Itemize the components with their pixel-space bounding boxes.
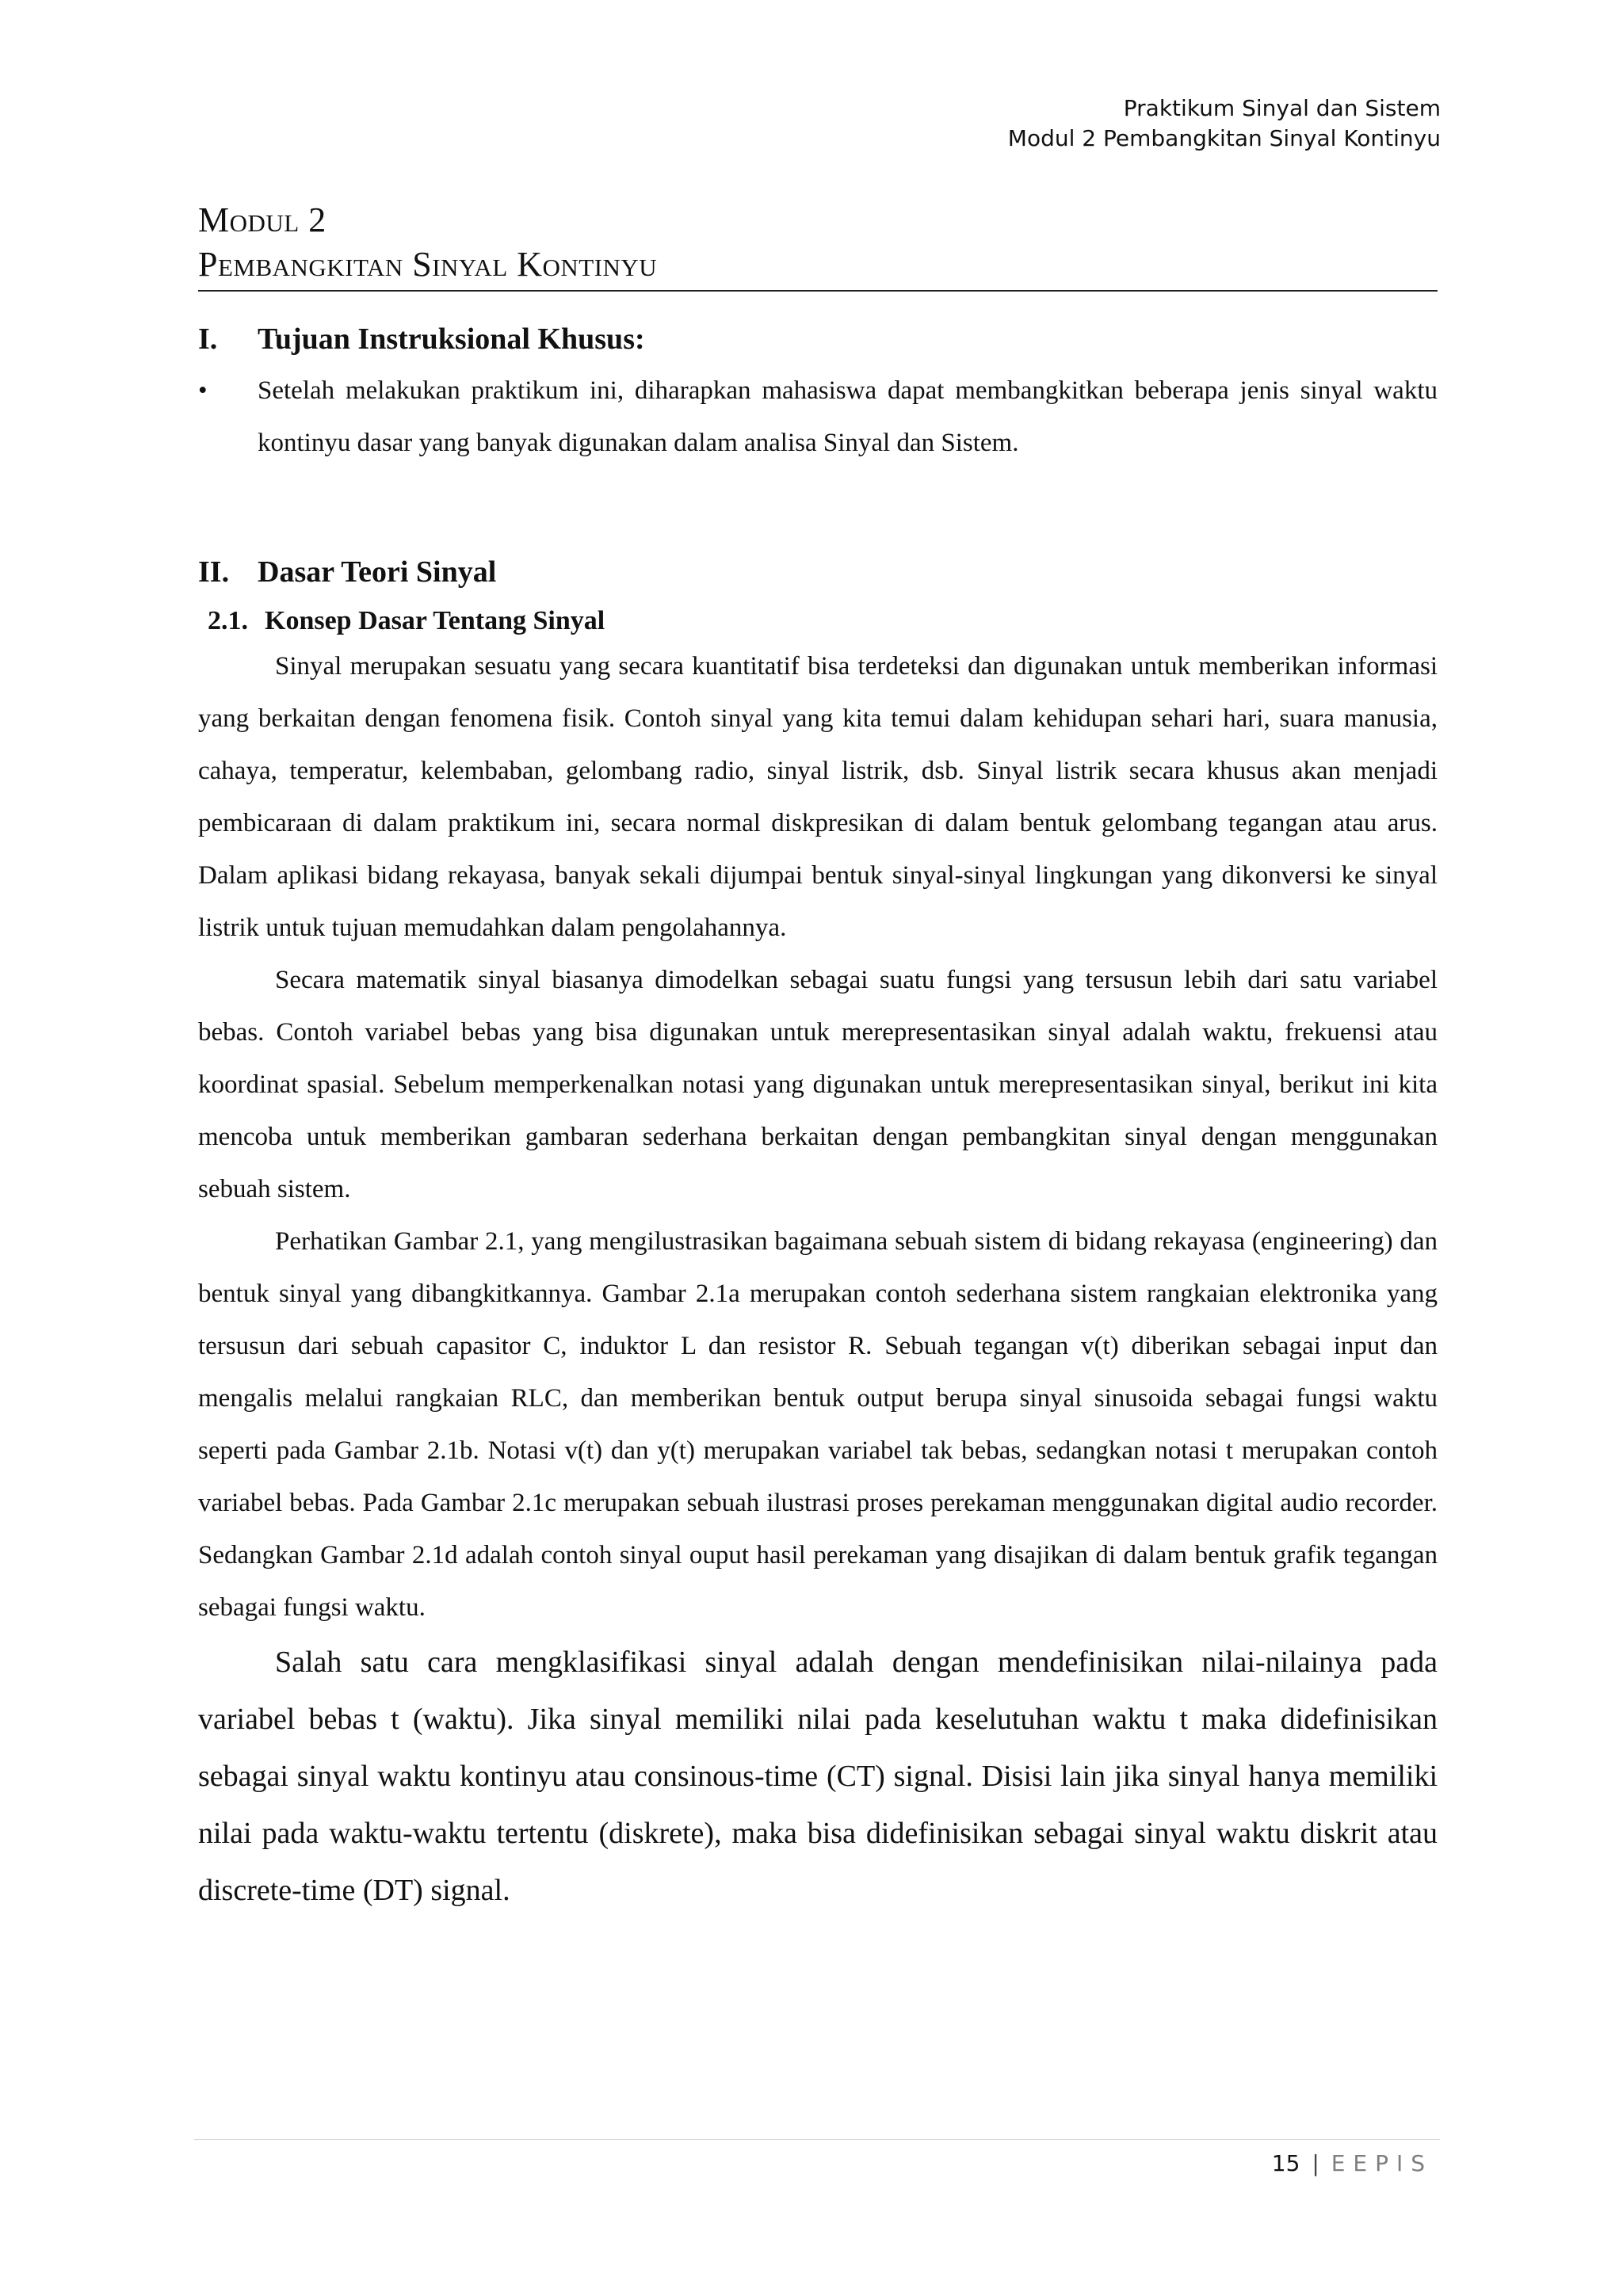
subsection-title: Konsep Dasar Tentang Sinyal	[265, 606, 605, 635]
subsection-number: 2.1.	[208, 606, 248, 635]
section-1-number: I.	[198, 322, 218, 356]
header-course-title: Praktikum Sinyal dan Sistem	[1123, 95, 1441, 121]
bullet-icon: •	[198, 376, 208, 405]
footer-separator: |	[1312, 2150, 1319, 2176]
section-1-title: Tujuan Instruksional Khusus:	[258, 322, 645, 356]
module-number-title: Modul 2	[198, 200, 327, 239]
module-subject-title: Pembangkitan Sinyal Kontinyu	[198, 245, 658, 284]
module-title-block	[198, 198, 1438, 292]
section-2-heading	[198, 553, 1438, 591]
subsection-2-1-heading	[198, 602, 1438, 640]
footer-divider	[194, 2139, 1440, 2140]
header-module-title: Modul 2 Pembangkitan Sinyal Kontinyu	[1007, 125, 1441, 151]
page-footer	[1272, 2149, 1433, 2178]
objective-text: Setelah melakukan praktikum ini, diharapkan mahasiswa dapat membangkitkan beberapa jenis sinyal waktu kontinyu dasar yang banyak digunakan dalam analisa Sinyal dan Sistem.	[258, 376, 1438, 457]
paragraph-2: Secara matematik sinyal biasanya dimodelkan sebagai suatu fungsi yang tersusun lebih dari satu variabel bebas. Contoh variabel bebas yang bisa digunakan untuk merepresentasikan sinyal adalah waktu, frekuensi atau koordinat spasial. Sebelum memperkenalkan notasi yang digunakan untuk merepresentasikan sinyal, berikut ini kita mencoba untuk memberikan gambaran sederhana berkaitan dengan pembangkitan sinyal dengan menggunakan sebuah sistem.	[198, 966, 1438, 1203]
footer-organization: EEPIS	[1331, 2150, 1433, 2176]
section-2-title: Dasar Teori Sinyal	[258, 555, 497, 589]
paragraph-1: Sinyal merupakan sesuatu yang secara kuantitatif bisa terdeteksi dan digunakan untuk memberikan informasi yang berkaitan dengan fenomena fisik. Contoh sinyal yang kita temui dalam kehidupan sehari hari, suara manusia, cahaya, temperatur, kelembaban, gelombang radio, sinyal listrik, dsb. Sinyal listrik secara khusus akan menjadi pembicaraan di dalam praktikum ini, secara normal diskpresikan di dalam bentuk gelombang tegangan atau arus. Dalam aplikasi bidang rekayasa, banyak sekali dijumpai bentuk sinyal-sinyal lingkungan yang dikonversi ke sinyal listrik untuk tujuan memudahkan dalam pengolahannya.	[198, 652, 1438, 942]
page-number: 15	[1271, 2150, 1300, 2176]
objective-bullet-item	[198, 364, 1438, 469]
document-body	[198, 320, 1438, 1919]
paragraph-3: Perhatikan Gambar 2.1, yang mengilustrasikan bagaimana sebuah sistem di bidang rekayasa (engineering) dan bentuk sinyal yang dibangkitkannya. Gambar 2.1a merupakan contoh sederhana sistem rangkaian elektronika yang tersusun dari sebuah capasitor C, induktor L dan resistor R. Sebuah tegangan v(t) diberikan sebagai input dan mengalis melalui rangkaian RLC, dan memberikan bentuk output berupa sinyal sinusoida sebagai fungsi waktu seperti pada Gambar 2.1b. Notasi v(t) dan y(t) merupakan variabel tak bebas, sedangkan notasi t merupakan contoh variabel bebas. Pada Gambar 2.1c merupakan sebuah ilustrasi proses perekaman menggunakan digital audio recorder. Sedangkan Gambar 2.1d adalah contoh sinyal ouput hasil perekaman yang disajikan di dalam bentuk grafik tegangan sebagai fungsi waktu.	[198, 1227, 1438, 1622]
running-header	[1008, 93, 1441, 154]
section-2-number: II.	[198, 555, 230, 589]
section-1-heading	[198, 320, 1438, 358]
paragraph-4: Salah satu cara mengklasifikasi sinyal adalah dengan mendefinisikan nilai-nilainya pada variabel bebas t (waktu). Jika sinyal memiliki nilai pada keselutuhan waktu t maka didefinisikan sebagai sinyal waktu kontinyu atau consinous-time (CT) signal. Disisi lain jika sinyal hanya memiliki nilai pada waktu-waktu tertentu (diskrete), maka bisa didefinisikan sebagai sinyal waktu diskrit atau discrete-time (DT) signal.	[198, 1646, 1438, 1907]
